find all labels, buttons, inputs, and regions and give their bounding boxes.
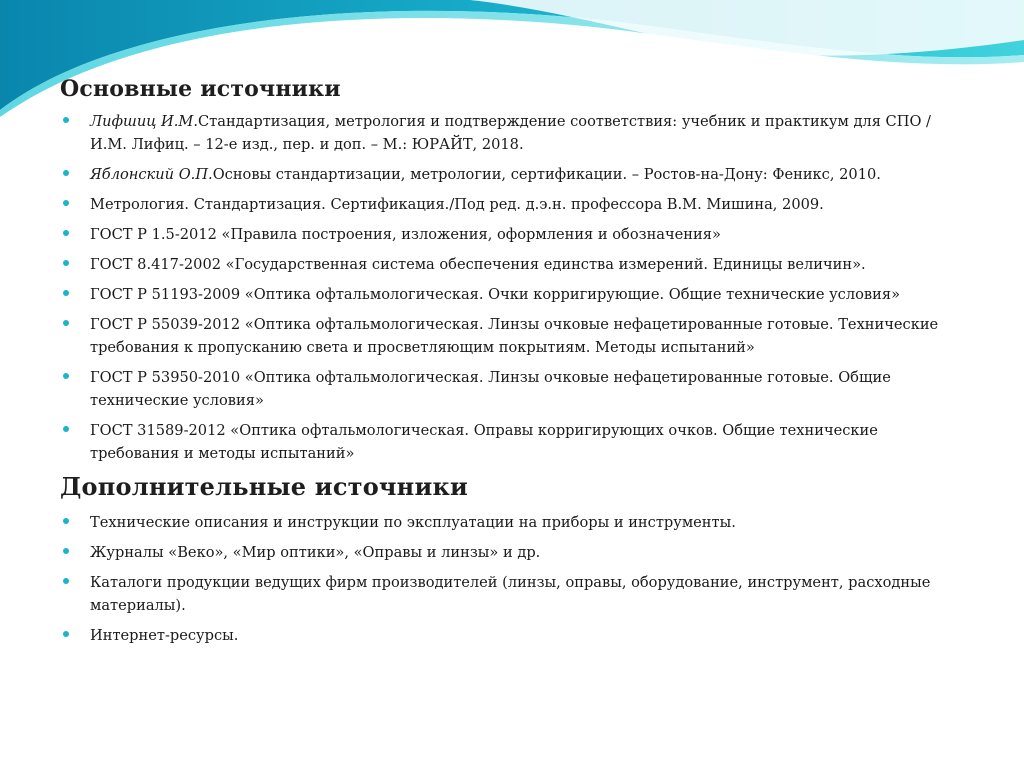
bullet-icon — [63, 170, 69, 176]
list-item — [60, 366, 940, 412]
bullet-icon — [63, 548, 69, 554]
bullet-icon — [63, 518, 69, 524]
bullet-icon — [63, 320, 69, 326]
bullet-icon — [63, 373, 69, 379]
item-text: Метрология. Стандартизация. Сертификация./Под ред. д.э.н. профессора В.М. Мишина, 2009. — [90, 196, 824, 213]
bullet-icon — [63, 290, 69, 296]
main-sources-list — [60, 110, 940, 465]
main-sources-heading: Основные источники — [60, 76, 341, 102]
bullet-icon — [63, 578, 69, 584]
list-item — [60, 283, 940, 306]
item-text: Журналы «Веко», «Мир оптики», «Оправы и линзы» и др. — [90, 544, 541, 561]
list-item — [60, 253, 940, 276]
item-text: Стандартизация, метрология и подтверждение соответствия: учебник и практикум для СПО / И.М. Лифиц. – 12-е изд., пер. и доп. – М.: ЮРАЙТ, 2018. — [90, 113, 931, 153]
bullet-icon — [63, 230, 69, 236]
list-item — [60, 511, 940, 534]
slide-content — [60, 70, 940, 654]
item-text: ГОСТ 31589-2012 «Оптика офтальмологическая. Оправы корригирующих очков. Общие технические требования и методы испытаний» — [90, 422, 878, 462]
item-text: Каталоги продукции ведущих фирм производителей (линзы, оправы, оборудование, инструмент, расходные материалы). — [90, 574, 931, 614]
item-text: Основы стандартизации, метрологии, сертификации. – Ростов-на-Дону: Феникс, 2010. — [212, 166, 881, 183]
list-item — [60, 223, 940, 246]
item-text: Интернет-ресурсы. — [90, 627, 239, 644]
bullet-icon — [63, 260, 69, 266]
bullet-icon — [63, 631, 69, 637]
item-text: Технические описания и инструкции по эксплуатации на приборы и инструменты. — [90, 514, 736, 531]
list-item — [60, 163, 940, 186]
item-text: ГОСТ Р 1.5-2012 «Правила построения, изложения, оформления и обозначения» — [90, 226, 721, 243]
list-item — [60, 571, 940, 617]
list-item — [60, 541, 940, 564]
list-item — [60, 193, 940, 216]
item-author: Яблонский О.П. — [90, 166, 213, 183]
item-author: Лифшиц И.М. — [90, 113, 198, 130]
bullet-icon — [63, 426, 69, 432]
additional-sources-list — [60, 511, 940, 647]
additional-sources-heading: Дополнительные источники — [60, 472, 468, 501]
list-item — [60, 110, 940, 156]
item-text: ГОСТ Р 55039-2012 «Оптика офтальмологическая. Линзы очковые нефацетированные готовые. Технические требования к пропусканию света и просветляющим покрытиям. Методы испытаний» — [90, 316, 939, 356]
bullet-icon — [63, 117, 69, 123]
item-text: ГОСТ Р 51193-2009 «Оптика офтальмологическая. Очки корригирующие. Общие технические условия» — [90, 286, 900, 303]
list-item — [60, 419, 940, 465]
list-item — [60, 313, 940, 359]
item-text: ГОСТ Р 53950-2010 «Оптика офтальмологическая. Линзы очковые нефацетированные готовые. Общие технические условия» — [90, 369, 891, 409]
item-text: ГОСТ 8.417-2002 «Государственная система обеспечения единства измерений. Единицы величин». — [90, 256, 866, 273]
list-item — [60, 624, 940, 647]
bullet-icon — [63, 200, 69, 206]
